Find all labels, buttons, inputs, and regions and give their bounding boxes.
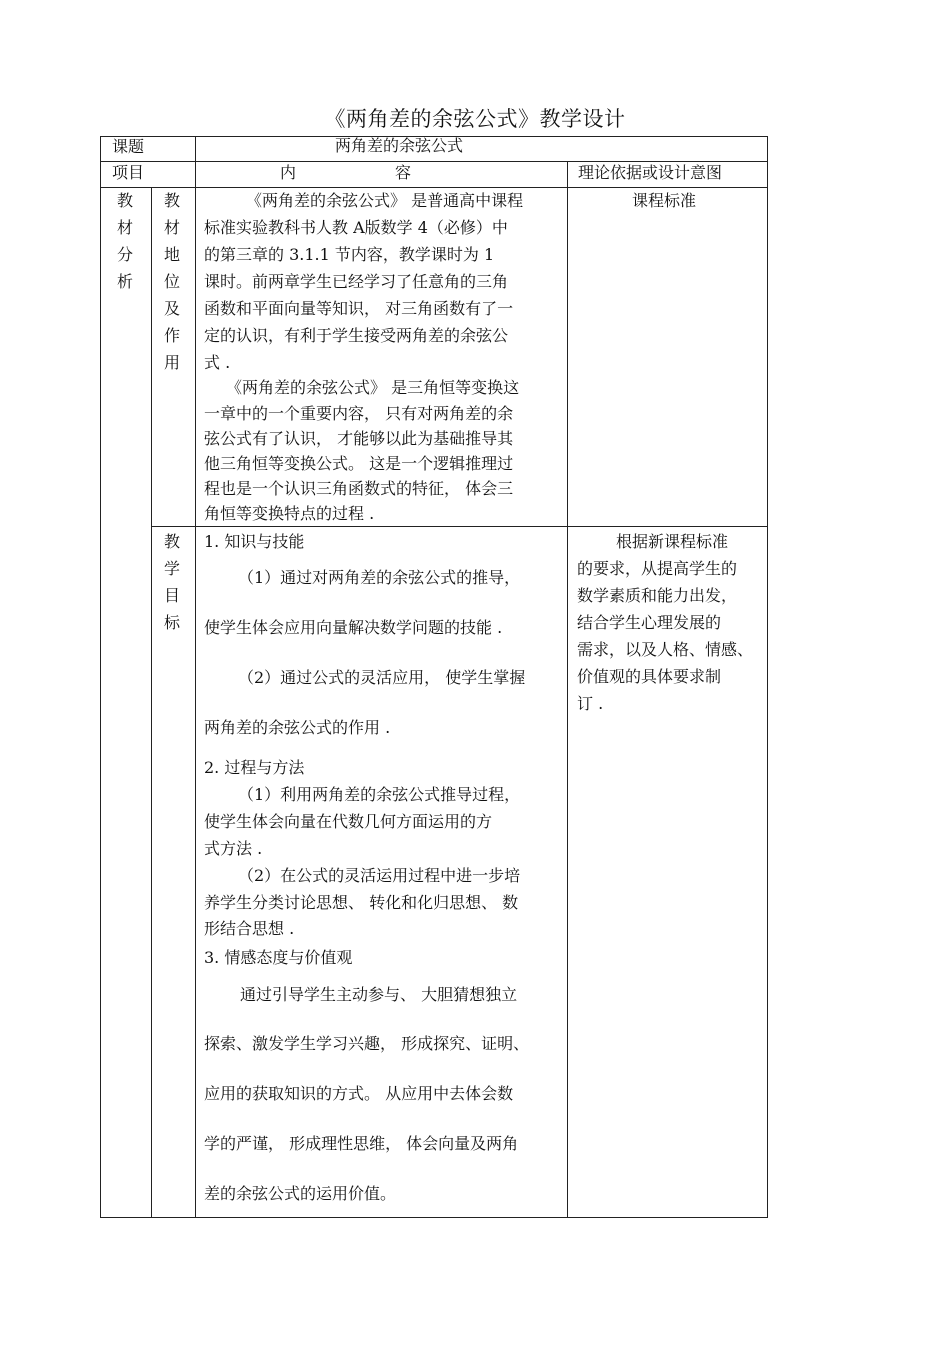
row1-rationale: 课程标准: [632, 191, 697, 210]
item-label: 项目: [112, 163, 145, 182]
row1-line: 《两角差的余弦公式》 是三角恒等变换这: [226, 378, 520, 397]
row1-line: 课时。前两章学生已经学习了任意角的三角: [204, 272, 509, 291]
row1-line: 式 .: [204, 353, 231, 372]
objective-text: 通过引导学生主动参与、 大胆猜想独立: [240, 985, 518, 1004]
objective-text: （2）在公式的灵活运用过程中进一步培: [238, 866, 521, 885]
rationale-line: 根据新课程标准: [616, 532, 729, 551]
content-label-1: 内: [280, 163, 297, 182]
row1-line: 弦公式有了认识， 才能够以此为基础推导其: [204, 429, 514, 448]
objective-heading-1: 1. 知识与技能: [204, 532, 305, 551]
row1-line: 定的认识，有利于学生接受两角差的余弦公: [204, 326, 509, 345]
objective-text: 探索、激发学生学习兴趣， 形成探究、证明、: [204, 1034, 530, 1053]
row1-line: 标准实验教科书人教 A版数学 4（必修）中: [204, 218, 508, 237]
objective-text: 应用的获取知识的方式。 从应用中去体会数: [204, 1084, 514, 1103]
objective-text: 两角差的余弦公式的作用 .: [204, 718, 391, 737]
objective-heading-3: 3. 情感态度与价值观: [204, 948, 353, 967]
objective-heading-2: 2. 过程与方法: [204, 758, 305, 777]
document-title: 《两角差的余弦公式》教学设计: [324, 107, 626, 131]
topic-label: 课题: [112, 137, 145, 156]
row1-line: 程也是一个认识三角函数式的特征， 体会三: [204, 479, 514, 498]
rationale-line: 结合学生心理发展的: [577, 613, 722, 632]
objective-text: （2）通过公式的灵活应用， 使学生掌握: [238, 668, 526, 687]
rationale-line: 的要求，从提高学生的: [577, 559, 738, 578]
objective-text: 使学生体会向量在代数几何方面运用的方: [204, 812, 493, 831]
objective-text: 使学生体会应用向量解决数学问题的技能 .: [204, 618, 503, 637]
rationale-label: 理论依据或设计意图: [578, 163, 723, 182]
row1-line: 他三角恒等变换公式。 这是一个逻辑推理过: [204, 454, 514, 473]
rationale-line: 需求，以及人格、情感、: [577, 640, 754, 659]
objective-text: 差的余弦公式的运用价值。: [204, 1184, 397, 1203]
objective-text: 学的严谨， 形成理性思维， 体会向量及两角: [204, 1134, 519, 1153]
row1-line: 的第三章的 3.1.1 节内容，教学课时为 1: [204, 245, 495, 264]
content-label-2: 容: [395, 163, 412, 182]
objective-text: （1）利用两角差的余弦公式推导过程，: [238, 785, 521, 804]
rationale-line: 订 .: [577, 694, 604, 713]
objective-text: 养学生分类讨论思想、 转化和化归思想、 数: [204, 893, 519, 912]
objective-text: （1）通过对两角差的余弦公式的推导，: [238, 568, 521, 587]
row1-line: 角恒等变换特点的过程 .: [204, 504, 375, 523]
rationale-line: 价值观的具体要求制: [577, 667, 722, 686]
row1-line: 函数和平面向量等知识， 对三角函数有了一: [204, 299, 514, 318]
row1-line: 《两角差的余弦公式》 是普通高中课程: [246, 191, 524, 210]
objective-text: 形结合思想 .: [204, 919, 295, 938]
objective-text: 式方法 .: [204, 839, 263, 858]
row1-line: 一章中的一个重要内容， 只有对两角差的余: [204, 404, 514, 423]
topic-value: 两角差的余弦公式: [335, 136, 464, 155]
rationale-line: 数学素质和能力出发，: [577, 586, 738, 605]
